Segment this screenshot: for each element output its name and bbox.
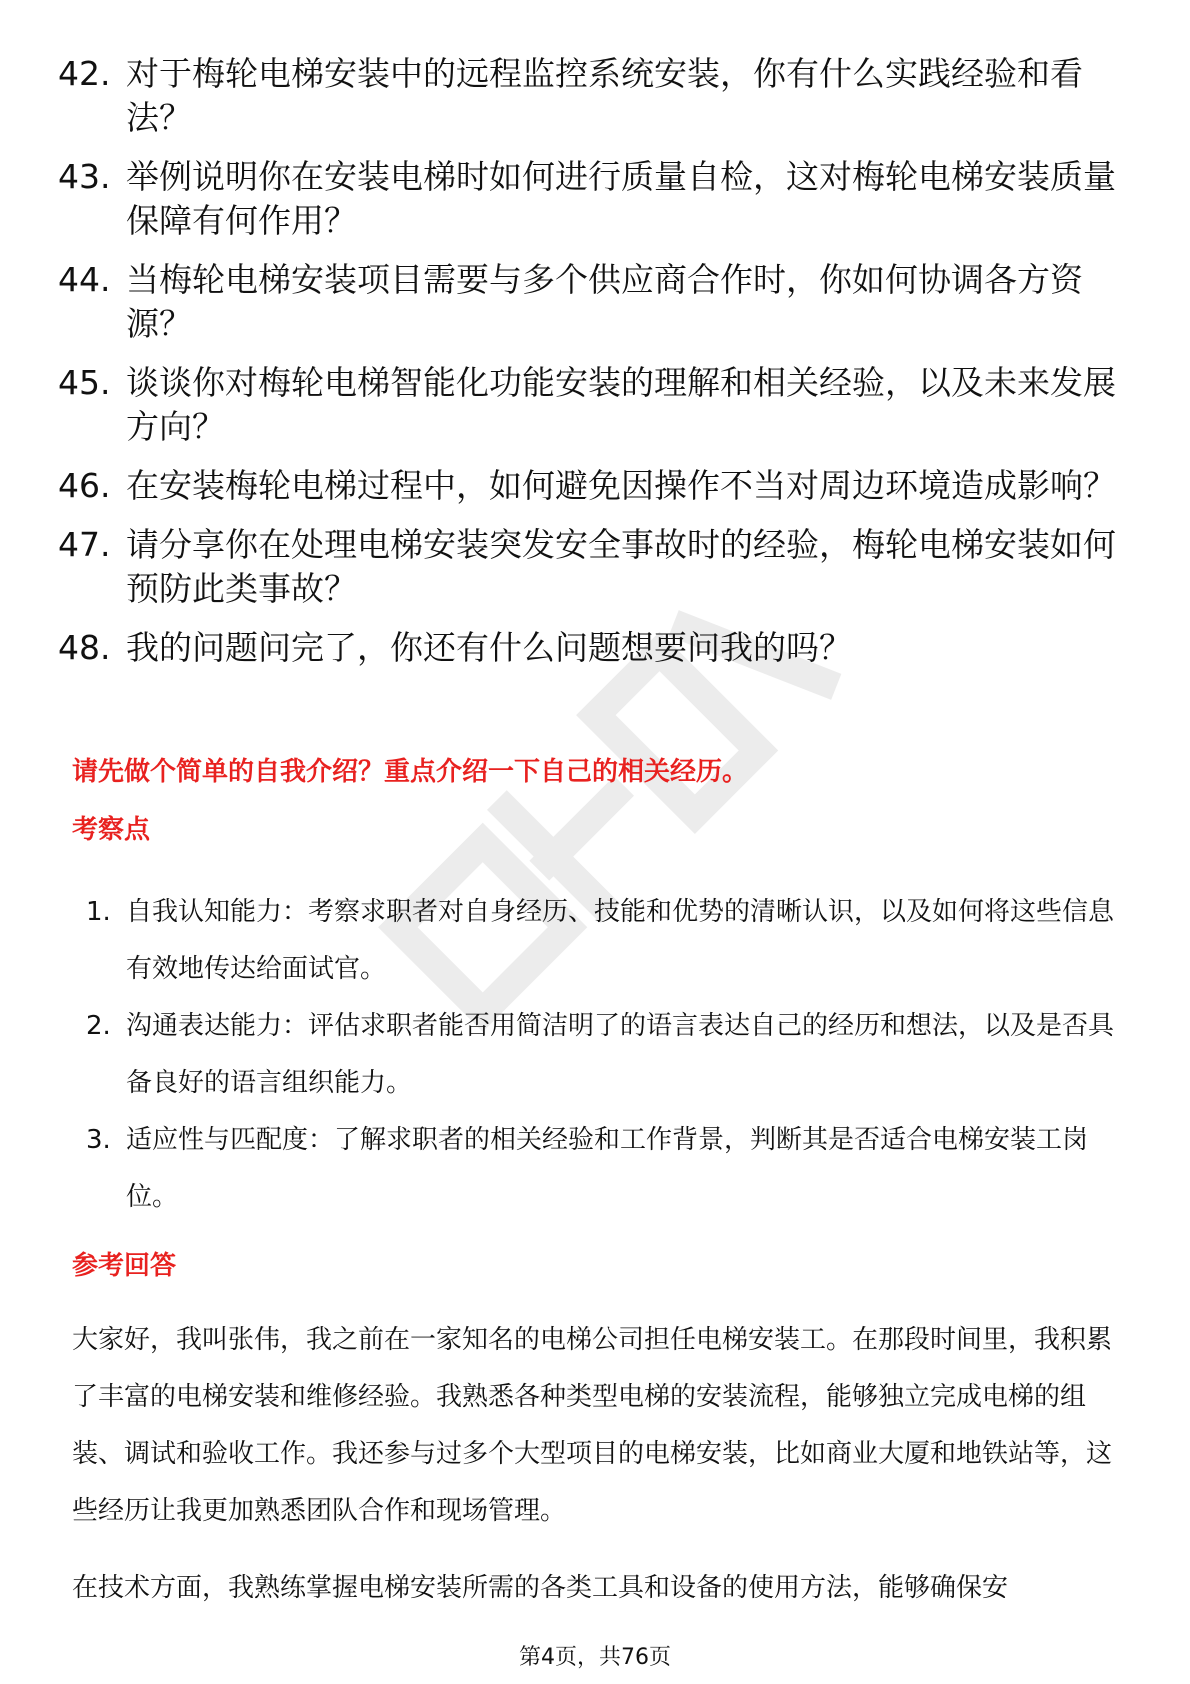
point-number: 1. xyxy=(86,897,111,927)
question-number: 48. xyxy=(58,628,111,667)
question-item xyxy=(52,155,1132,243)
question-number: 47. xyxy=(58,525,111,564)
question-text: 我的问题问完了，你还有什么问题想要问我的吗？ xyxy=(126,628,852,667)
point-text: 自我认知能力：考察求职者对自身经历、技能和优势的清晰认识，以及如何将这些信息有效地传达给面试官。 xyxy=(126,897,1115,984)
assessment-point xyxy=(72,1112,1122,1226)
answer-paragraph: 在技术方面，我熟练掌握电梯安装所需的各类工具和设备的使用方法，能够确保安 xyxy=(72,1573,1009,1603)
point-text: 适应性与匹配度：了解求职者的相关经验和工作背景，判断其是否适合电梯安装工岗位。 xyxy=(126,1125,1089,1212)
question-item xyxy=(52,52,1132,140)
question-text: 当梅轮电梯安装项目需要与多个供应商合作时，你如何协调各方资源？ xyxy=(126,260,1083,343)
point-number: 2. xyxy=(86,1011,111,1041)
point-text: 沟通表达能力：评估求职者能否用简洁明了的语言表达自己的经历和想法，以及是否具备良好的语言组织能力。 xyxy=(126,1011,1115,1098)
question-number: 42. xyxy=(58,54,111,93)
question-text: 谈谈你对梅轮电梯智能化功能安装的理解和相关经验，以及未来发展方向？ xyxy=(126,363,1116,446)
featured-question: 请先做个简单的自我介绍？重点介绍一下自己的相关经历。 xyxy=(72,757,749,787)
question-item xyxy=(52,258,1132,346)
question-text: 请分享你在处理电梯安装突发安全事故时的经验，梅轮电梯安装如何预防此类事故？ xyxy=(126,525,1116,608)
answer-paragraph: 大家好，我叫张伟，我之前在一家知名的电梯公司担任电梯安装工。在那段时间里，我积累了丰富的电梯安装和维修经验。我熟悉各种类型电梯的安装流程，能够独立完成电梯的组装、调试和验收工作。我还参与过多个大型项目的电梯安装，比如商业大厦和地铁站等，这些经历让我更加熟悉团队合作和现场管理。 xyxy=(72,1325,1113,1526)
question-number: 44. xyxy=(58,260,111,299)
page-footer: 第4页，共76页 xyxy=(519,1645,671,1670)
question-item xyxy=(52,361,1132,449)
point-number: 3. xyxy=(86,1125,111,1155)
reference-heading: 参考回答 xyxy=(72,1251,177,1281)
assessment-point xyxy=(72,884,1122,998)
question-item xyxy=(52,626,1132,670)
question-item xyxy=(52,523,1132,611)
question-text: 在安装梅轮电梯过程中，如何避免因操作不当对周边环境造成影响？ xyxy=(126,466,1116,505)
assessment-heading: 考察点 xyxy=(72,815,151,845)
question-number: 45. xyxy=(58,363,111,402)
question-text: 举例说明你在安装电梯时如何进行质量自检，这对梅轮电梯安装质量保障有何作用？ xyxy=(126,157,1116,240)
assessment-list xyxy=(72,884,1122,1226)
question-item xyxy=(52,464,1132,508)
assessment-point xyxy=(72,998,1122,1112)
question-list xyxy=(52,52,1132,685)
question-number: 46. xyxy=(58,466,111,505)
question-number: 43. xyxy=(58,157,111,196)
question-text: 对于梅轮电梯安装中的远程监控系统安装，你有什么实践经验和看法？ xyxy=(126,54,1083,137)
